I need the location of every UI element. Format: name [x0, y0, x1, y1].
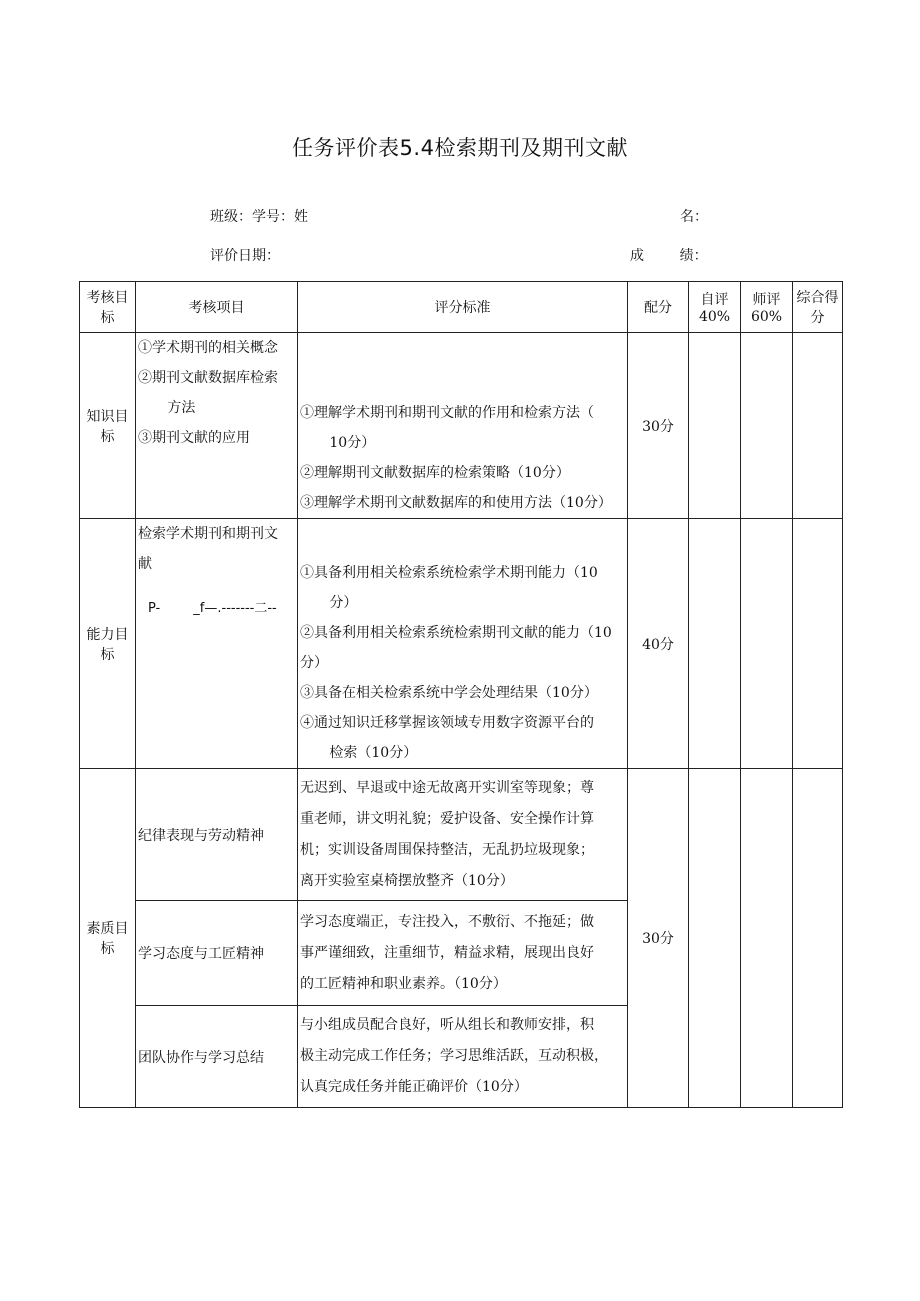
- quality-total-cell[interactable]: [793, 769, 843, 1108]
- knowledge-row: [80, 333, 843, 519]
- criteria-line: 认真完成任务并能正确评价（10分）: [300, 1079, 528, 1095]
- criteria-line: 重老师，讲文明礼貌；爱护设备、安全操作计算: [300, 810, 594, 827]
- quality-points: 30分: [628, 769, 689, 1108]
- ability-criteria: [298, 519, 628, 769]
- criteria-line: ④通过知识迁移掌握该领域专用数字资源平台的: [300, 715, 594, 731]
- criteria-line: 与小组成员配合良好，听从组长和教师安排，积: [300, 1017, 594, 1033]
- header-goal: 考核目标: [80, 282, 136, 333]
- criteria-line: ①理解学术期刊和期刊文献的作用和检索方法（: [300, 405, 594, 421]
- header-points: 配分: [628, 282, 689, 333]
- criteria-line: ③理解学术期刊文献数据库的和使用方法（10分）: [300, 495, 612, 511]
- name-label: 名：: [680, 209, 708, 225]
- ability-goal: 能力目标: [80, 519, 136, 769]
- knowledge-items: [136, 333, 298, 519]
- knowledge-points: 30分: [628, 333, 689, 519]
- header-criteria: 评分标准: [298, 282, 628, 333]
- criteria-line: 10分）: [329, 435, 376, 451]
- ability-self-cell[interactable]: [689, 519, 741, 769]
- criteria-line: ②具备利用相关检索系统检索期刊文献的能力（10分）: [300, 625, 612, 671]
- evaluation-table: [79, 281, 843, 1108]
- criteria-line: 无迟到、早退或中途无故离开实训室等现象；尊: [300, 779, 594, 796]
- ability-teacher-cell[interactable]: [741, 519, 793, 769]
- knowledge-goal: 知识目标: [80, 333, 136, 519]
- criteria-line: 学习态度端正，专注投入，不敷衍、不拖延；做: [300, 913, 594, 930]
- criteria-line: 事严谨细致，注重细节，精益求精，展现出良好: [300, 944, 594, 961]
- quality-row: [80, 769, 843, 901]
- criteria-line: 机；实训设备周围保持整洁，无乱扔垃圾现象；: [300, 841, 594, 858]
- page-title: 任务评价表5.4检索期刊及期刊文献: [292, 136, 628, 160]
- ability-points: 40分: [628, 519, 689, 769]
- ability-item: 献: [138, 556, 152, 572]
- knowledge-item: 方法: [167, 400, 196, 416]
- header-row: [80, 282, 843, 333]
- quality-item: 团队协作与学习总结: [136, 1006, 298, 1108]
- criteria-line: 检索（10分）: [329, 745, 418, 761]
- knowledge-teacher-cell[interactable]: [741, 333, 793, 519]
- criteria-line: 离开实验室桌椅摆放整齐（10分）: [300, 872, 514, 889]
- class-id-name-label: 班级：学号：姓: [210, 209, 308, 225]
- knowledge-item: ①学术期刊的相关概念: [138, 340, 278, 356]
- ability-row: [80, 519, 843, 769]
- knowledge-item: ②期刊文献数据库检索: [138, 370, 278, 386]
- quality-criteria: [298, 901, 628, 1006]
- ability-item: 检索学术期刊和期刊文: [138, 526, 278, 542]
- criteria-line: ②理解期刊文献数据库的检索策略（10分）: [300, 465, 570, 481]
- quality-item: 学习态度与工匠精神: [136, 901, 298, 1006]
- quality-teacher-cell[interactable]: [741, 769, 793, 1108]
- knowledge-item: ③期刊文献的应用: [138, 430, 250, 446]
- header-self-eval: 自评40%: [689, 282, 741, 333]
- ability-total-cell[interactable]: [793, 519, 843, 769]
- criteria-line: 的工匠精神和职业素养。（10分）: [300, 975, 507, 992]
- quality-self-cell[interactable]: [689, 769, 741, 1108]
- date-label: 评价日期：: [210, 248, 280, 264]
- criteria-line: 极主动完成工作任务；学习思维活跃，互动积极，: [300, 1048, 608, 1064]
- quality-goal: 素质目标: [80, 769, 136, 1108]
- score-label: 成 绩：: [630, 248, 708, 264]
- criteria-line: ③具备在相关检索系统中学会处理结果（10分）: [300, 685, 598, 701]
- criteria-line: ①具备利用相关检索系统检索学术期刊能力（10: [300, 565, 598, 581]
- knowledge-total-cell[interactable]: [793, 333, 843, 519]
- quality-item: 纪律表现与劳动精神: [136, 769, 298, 901]
- knowledge-self-cell[interactable]: [689, 333, 741, 519]
- ability-items: [136, 519, 298, 769]
- quality-criteria: [298, 769, 628, 901]
- handwritten-scrawl: P- _f—.-------二--: [148, 601, 277, 616]
- quality-criteria: [298, 1006, 628, 1108]
- header-total: 综合得分: [793, 282, 843, 333]
- criteria-line: 分）: [329, 595, 358, 611]
- header-item: 考核项目: [136, 282, 298, 333]
- header-teacher-eval: 师评60%: [741, 282, 793, 333]
- knowledge-criteria: [298, 333, 628, 519]
